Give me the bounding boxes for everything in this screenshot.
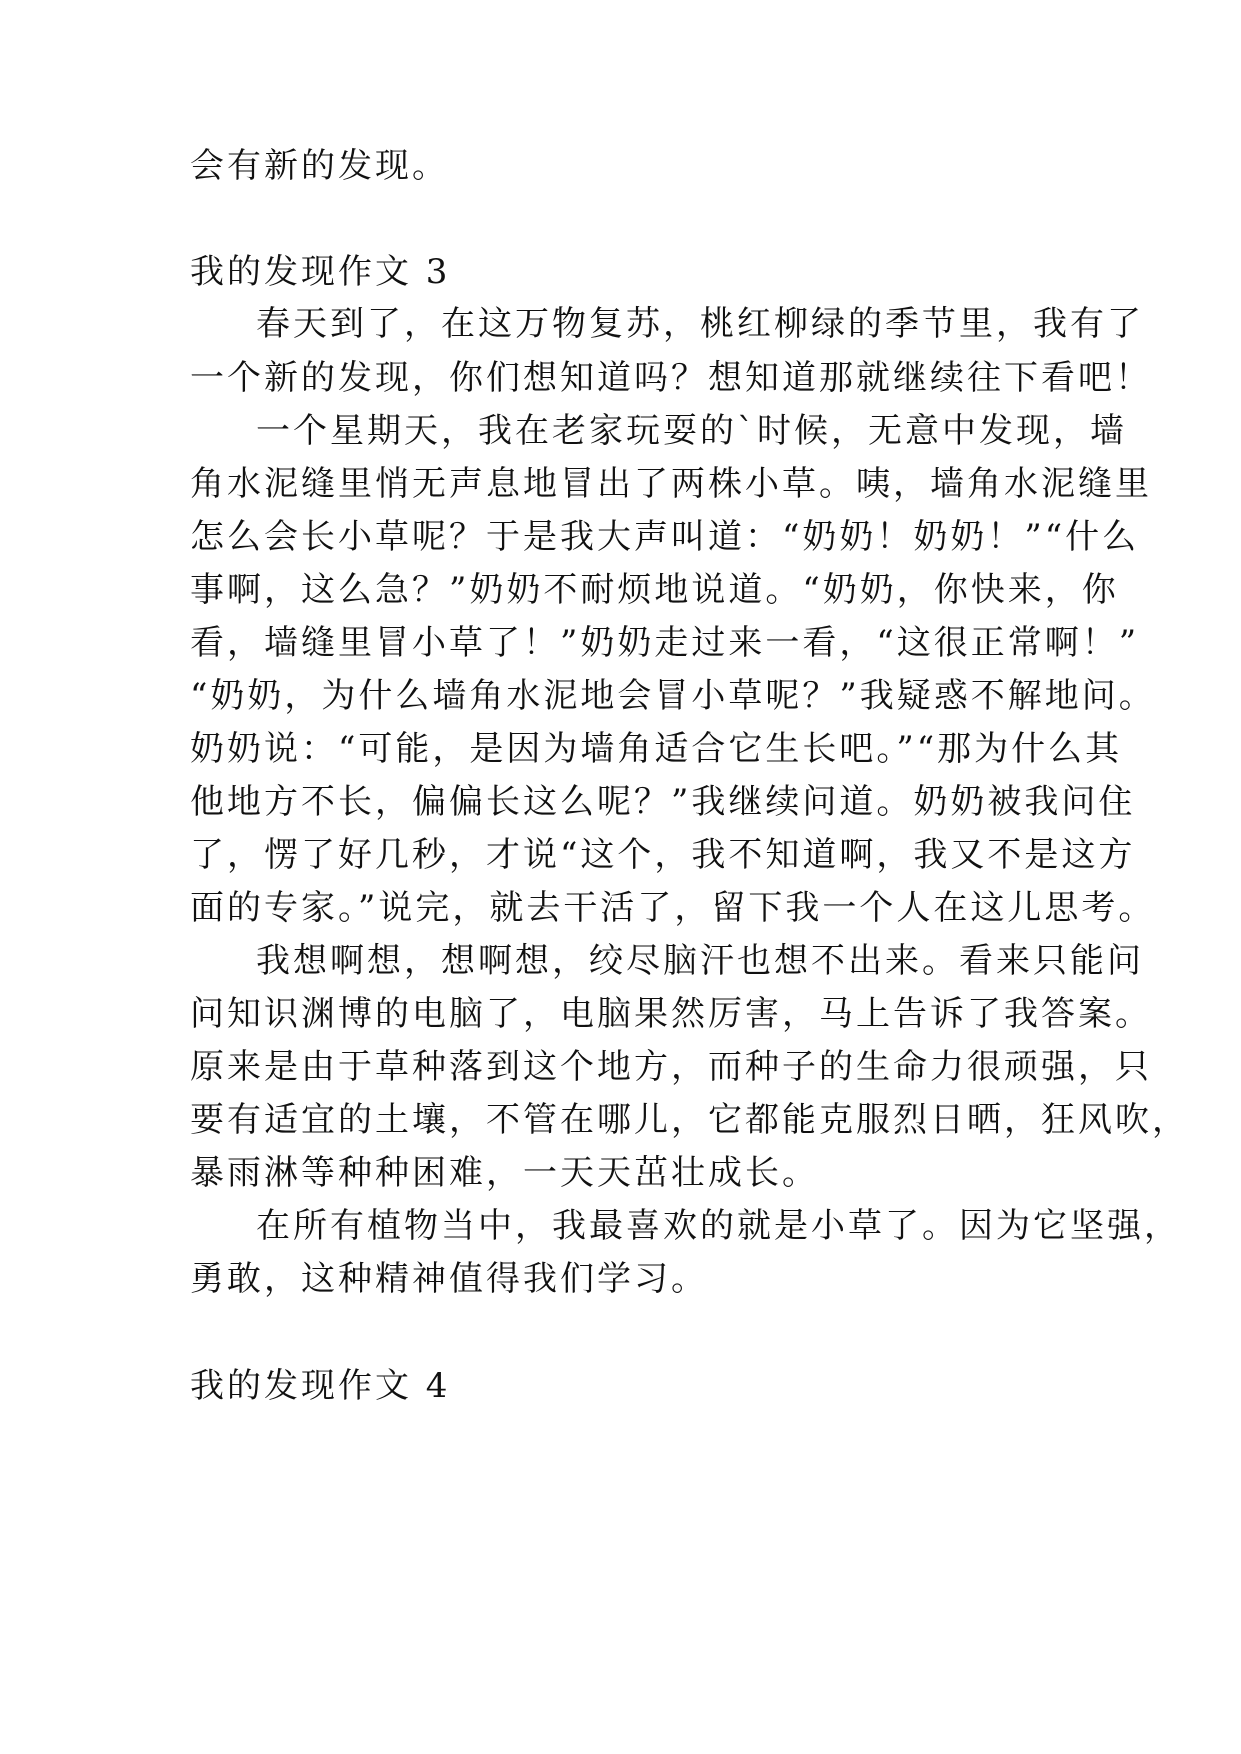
- text-line: 会有新的发现。: [190, 146, 449, 186]
- paragraph-line: 他地方不长，偏偏长这么呢？”我继续问道。奶奶被我问住: [190, 782, 1136, 822]
- section-heading: 我的发现作文 4: [190, 1366, 451, 1406]
- paragraph-line: “奶奶，为什么墙角水泥地会冒小草呢？”我疑惑不解地问。: [190, 676, 1156, 716]
- paragraph-line: 问知识渊博的电脑了，电脑果然厉害，马上告诉了我答案。: [190, 994, 1152, 1034]
- paragraph-line: 了，愣了好几秒，才说“这个，我不知道啊，我又不是这方: [190, 835, 1136, 875]
- paragraph-line: 怎么会长小草呢？于是我大声叫道：“奶奶！奶奶！”“什么: [190, 517, 1140, 557]
- paragraph-line: 原来是由于草种落到这个地方，而种子的生命力很顽强，只: [190, 1047, 1152, 1087]
- paragraph-line: 春天到了，在这万物复苏，桃红柳绿的季节里，我有了: [256, 304, 1144, 344]
- paragraph-line: 勇敢，这种精神值得我们学习。: [190, 1259, 708, 1299]
- paragraph-line: 角水泥缝里悄无声息地冒出了两株小草。咦，墙角水泥缝里: [190, 464, 1152, 504]
- paragraph-line: 奶奶说：“可能，是因为墙角适合它生长吧。”“那为什么其: [190, 729, 1123, 769]
- paragraph-line: 面的专家。”说完，就去干活了，留下我一个人在这儿思考。: [190, 888, 1156, 928]
- paragraph-line: 在所有植物当中，我最喜欢的就是小草了。因为它坚强，: [256, 1206, 1181, 1246]
- paragraph-line: 一个新的发现，你们想知道吗？想知道那就继续往下看吧！: [190, 358, 1152, 398]
- section-heading: 我的发现作文 3: [190, 252, 451, 292]
- paragraph-line: 一个星期天，我在老家玩耍的`时候，无意中发现，墙: [256, 411, 1127, 451]
- paragraph-line: 要有适宜的土壤，不管在哪儿，它都能克服烈日晒，狂风吹，: [190, 1100, 1189, 1140]
- paragraph-line: 看，墙缝里冒小草了！”奶奶走过来一看，“这很正常啊！”: [190, 623, 1140, 663]
- paragraph-line: 事啊，这么急？”奶奶不耐烦地说道。“奶奶，你快来，你: [190, 570, 1119, 610]
- paragraph-line: 我想啊想，想啊想，绞尽脑汗也想不出来。看来只能问: [256, 941, 1144, 981]
- paragraph-line: 暴雨淋等种种困难，一天天茁壮成长。: [190, 1153, 819, 1193]
